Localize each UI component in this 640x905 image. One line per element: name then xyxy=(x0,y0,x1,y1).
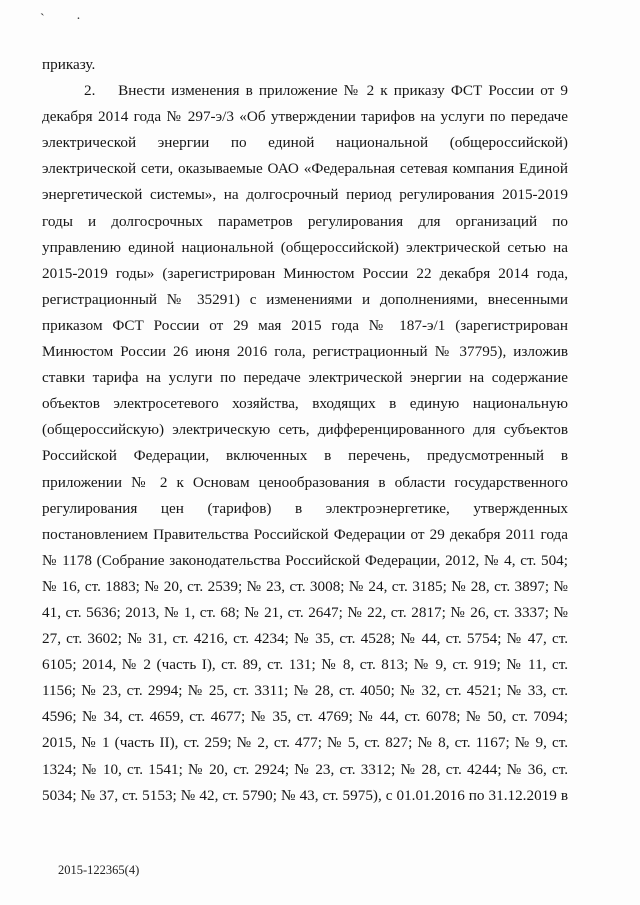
text-line: ставки тарифа на услуги по передаче электрической энергии на содержание xyxy=(42,369,568,387)
text-line: электрической сети, оказываемые ОАО «Федеральная сетевая компания Единой xyxy=(42,160,568,178)
text-line: 5034; № 37, ст. 5153; № 42, ст. 5790; № 43, ст. 5975), с 01.01.2016 по 31.12.2019 в xyxy=(42,786,568,804)
text-line: № 16, ст. 1883; № 20, ст. 2539; № 23, ст. 3008; № 24, ст. 3185; № 28, ст. 3897; № xyxy=(42,577,568,595)
text-line: 2015, № 1 (часть II), ст. 259; № 2, ст. 477; № 5, ст. 827; № 8, ст. 1167; № 9, ст. xyxy=(42,734,568,752)
text-line: регистрационный № 35291) с изменениями и дополнениями, внесенными xyxy=(42,290,568,308)
text-line: энергетической системы», на долгосрочный период регулирования 2015-2019 xyxy=(42,186,568,204)
text-line: годы и долгосрочных параметров регулирования для организаций по xyxy=(42,212,568,230)
text-line: 1156; № 23, ст. 2994; № 25, ст. 3311; № 28, ст. 4050; № 32, ст. 4521; № 33, ст. xyxy=(42,682,568,700)
text-line: приказом ФСТ России от 29 мая 2015 года № 187-э/1 (зарегистрирован xyxy=(42,316,568,334)
body-text xyxy=(42,52,568,809)
text-line: 6105; 2014, № 2 (часть I), ст. 89, ст. 131; № 8, ст. 813; № 9, ст. 919; № 11, ст. xyxy=(42,656,568,674)
text-line: 41, ст. 5636; 2013, № 1, ст. 68; № 21, ст. 2647; № 22, ст. 2817; № 26, ст. 3337; № xyxy=(42,603,568,621)
text-line: постановлением Правительства Российской Федерации от 29 декабря 2011 года xyxy=(42,525,568,543)
document-code: 2015-122365(4) xyxy=(58,863,140,877)
text-line: № 1178 (Собрание законодательства Российской Федерации, 2012, № 4, ст. 504; xyxy=(42,551,568,569)
text-line: 2. Внести изменения в приложение № 2 к приказу ФСТ России от 9 xyxy=(84,82,568,100)
text-line: декабря 2014 года № 297-э/3 «Об утверждении тарифов на услуги по передаче xyxy=(42,108,568,126)
text-line: электрической энергии по единой национальной (общероссийской) xyxy=(42,134,568,152)
scan-marks: ` · xyxy=(40,12,95,27)
text-line: Российской Федерации, включенных в перечень, предусмотренный в xyxy=(42,447,568,465)
text-line: приложении № 2 к Основам ценообразования в области государственного xyxy=(42,473,568,491)
text-line: 2015-2019 годы» (зарегистрирован Минюстом России 22 декабря 2014 года, xyxy=(42,264,568,282)
text-line: 27, ст. 3602; № 31, ст. 4216, ст. 4234; № 35, ст. 4528; № 44, ст. 5754; № 47, ст. xyxy=(42,630,568,648)
text-line: регулирования цен (тарифов) в электроэнергетике, утвержденных xyxy=(42,499,568,517)
text-line: Минюстом России 26 июня 2016 гола, регистрационный № 37795), изложив xyxy=(42,343,568,361)
text-line: управлению единой национальной (общероссийской) электрической сетью на xyxy=(42,238,568,256)
text-line: объектов электросетевого хозяйства, входящих в единую национальную xyxy=(42,395,568,413)
text-line: (общероссийскую) электрическую сеть, дифференцированного для субъектов xyxy=(42,421,568,439)
text-line: 4596; № 34, ст. 4659, ст. 4677; № 35, ст. 4769; № 44, ст. 6078; № 50, ст. 7094; xyxy=(42,708,568,726)
text-line: 1324; № 10, ст. 1541; № 20, ст. 2924; № 23, ст. 3312; № 28, ст. 4244; № 36, ст. xyxy=(42,760,568,778)
text-line: приказу. xyxy=(42,56,96,73)
